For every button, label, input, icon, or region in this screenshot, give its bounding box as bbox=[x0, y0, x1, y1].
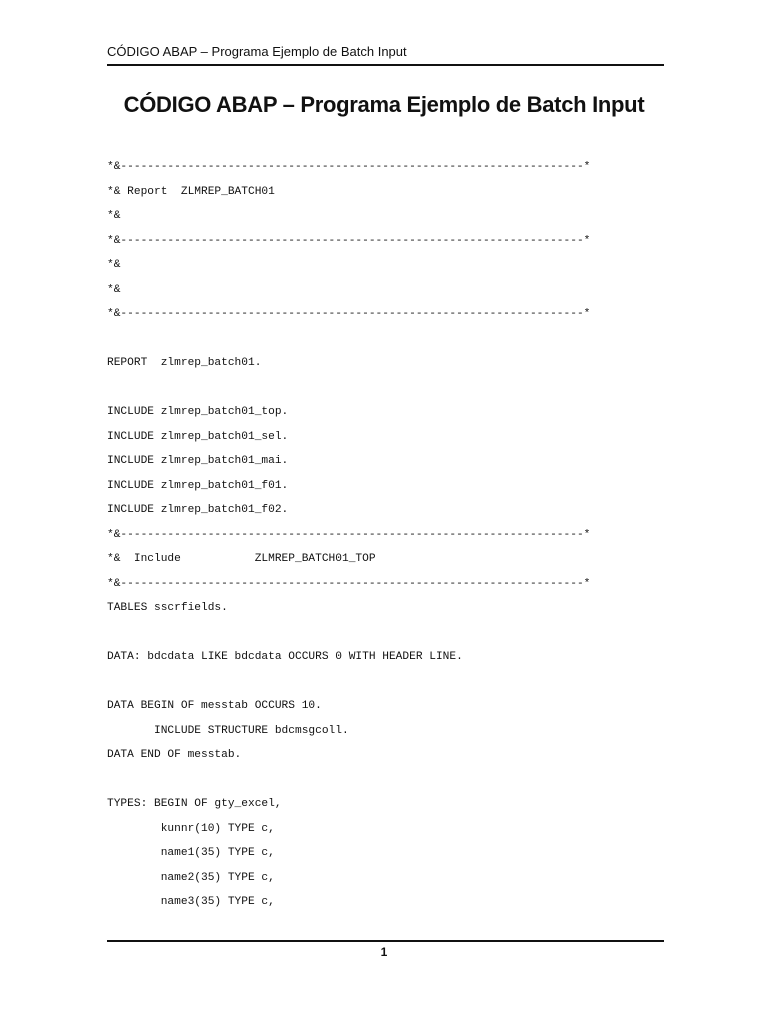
code-line: kunnr(10) TYPE c, bbox=[107, 822, 275, 835]
code-line: INCLUDE zlmrep_batch01_mai. bbox=[107, 455, 289, 467]
code-line: DATA: bdcdata LIKE bdcdata OCCURS 0 WITH HEADER LINE. bbox=[107, 651, 463, 663]
code-line: *&---------------------------------------------------------------------* bbox=[107, 234, 591, 247]
code-line: REPORT zlmrep_batch01. bbox=[107, 357, 262, 369]
code-line bbox=[107, 327, 590, 352]
code-line: DATA END OF messtab. bbox=[107, 749, 242, 761]
code-line: *&---------------------------------------------------------------------* bbox=[107, 308, 591, 320]
code-line: *& Report ZLMREP_BATCH01 bbox=[107, 185, 275, 198]
code-line: INCLUDE zlmrep_batch01_f02. bbox=[107, 504, 289, 516]
page-title: CÓDIGO ABAP – Programa Ejemplo de Batch Input bbox=[123, 92, 645, 117]
code-line: *& bbox=[107, 283, 121, 296]
code-line: *& Include ZLMREP_BATCH01_TOP bbox=[107, 553, 376, 565]
code-line: INCLUDE zlmrep_batch01_f01. bbox=[107, 479, 289, 492]
code-line: *& bbox=[107, 210, 121, 222]
code-line: INCLUDE zlmrep_batch01_sel. bbox=[107, 430, 289, 443]
code-line: INCLUDE zlmrep_batch01_top. bbox=[107, 406, 289, 418]
code-line: *&---------------------------------------------------------------------* bbox=[107, 161, 591, 173]
code-line: *&---------------------------------------------------------------------* bbox=[107, 528, 591, 541]
code-line: TYPES: BEGIN OF gty_excel, bbox=[107, 798, 282, 810]
code-line: name2(35) TYPE c, bbox=[107, 871, 275, 884]
code-line: INCLUDE STRUCTURE bdcmsgcoll. bbox=[107, 724, 349, 737]
page-number: 1 bbox=[380, 945, 388, 959]
code-line: name1(35) TYPE c, bbox=[107, 847, 275, 859]
code-line: *&---------------------------------------------------------------------* bbox=[107, 577, 591, 590]
code-line bbox=[107, 670, 590, 695]
code-line bbox=[107, 376, 590, 401]
code-line: TABLES sscrfields. bbox=[107, 602, 228, 614]
header-divider bbox=[107, 64, 664, 66]
code-block bbox=[107, 155, 590, 915]
footer-divider bbox=[107, 940, 664, 942]
code-line: DATA BEGIN OF messtab OCCURS 10. bbox=[107, 700, 322, 712]
code-line: *& bbox=[107, 259, 121, 271]
code-line bbox=[107, 621, 590, 646]
code-line bbox=[107, 768, 590, 793]
code-line: name3(35) TYPE c, bbox=[107, 896, 275, 908]
running-header: CÓDIGO ABAP – Programa Ejemplo de Batch Input bbox=[107, 44, 407, 59]
